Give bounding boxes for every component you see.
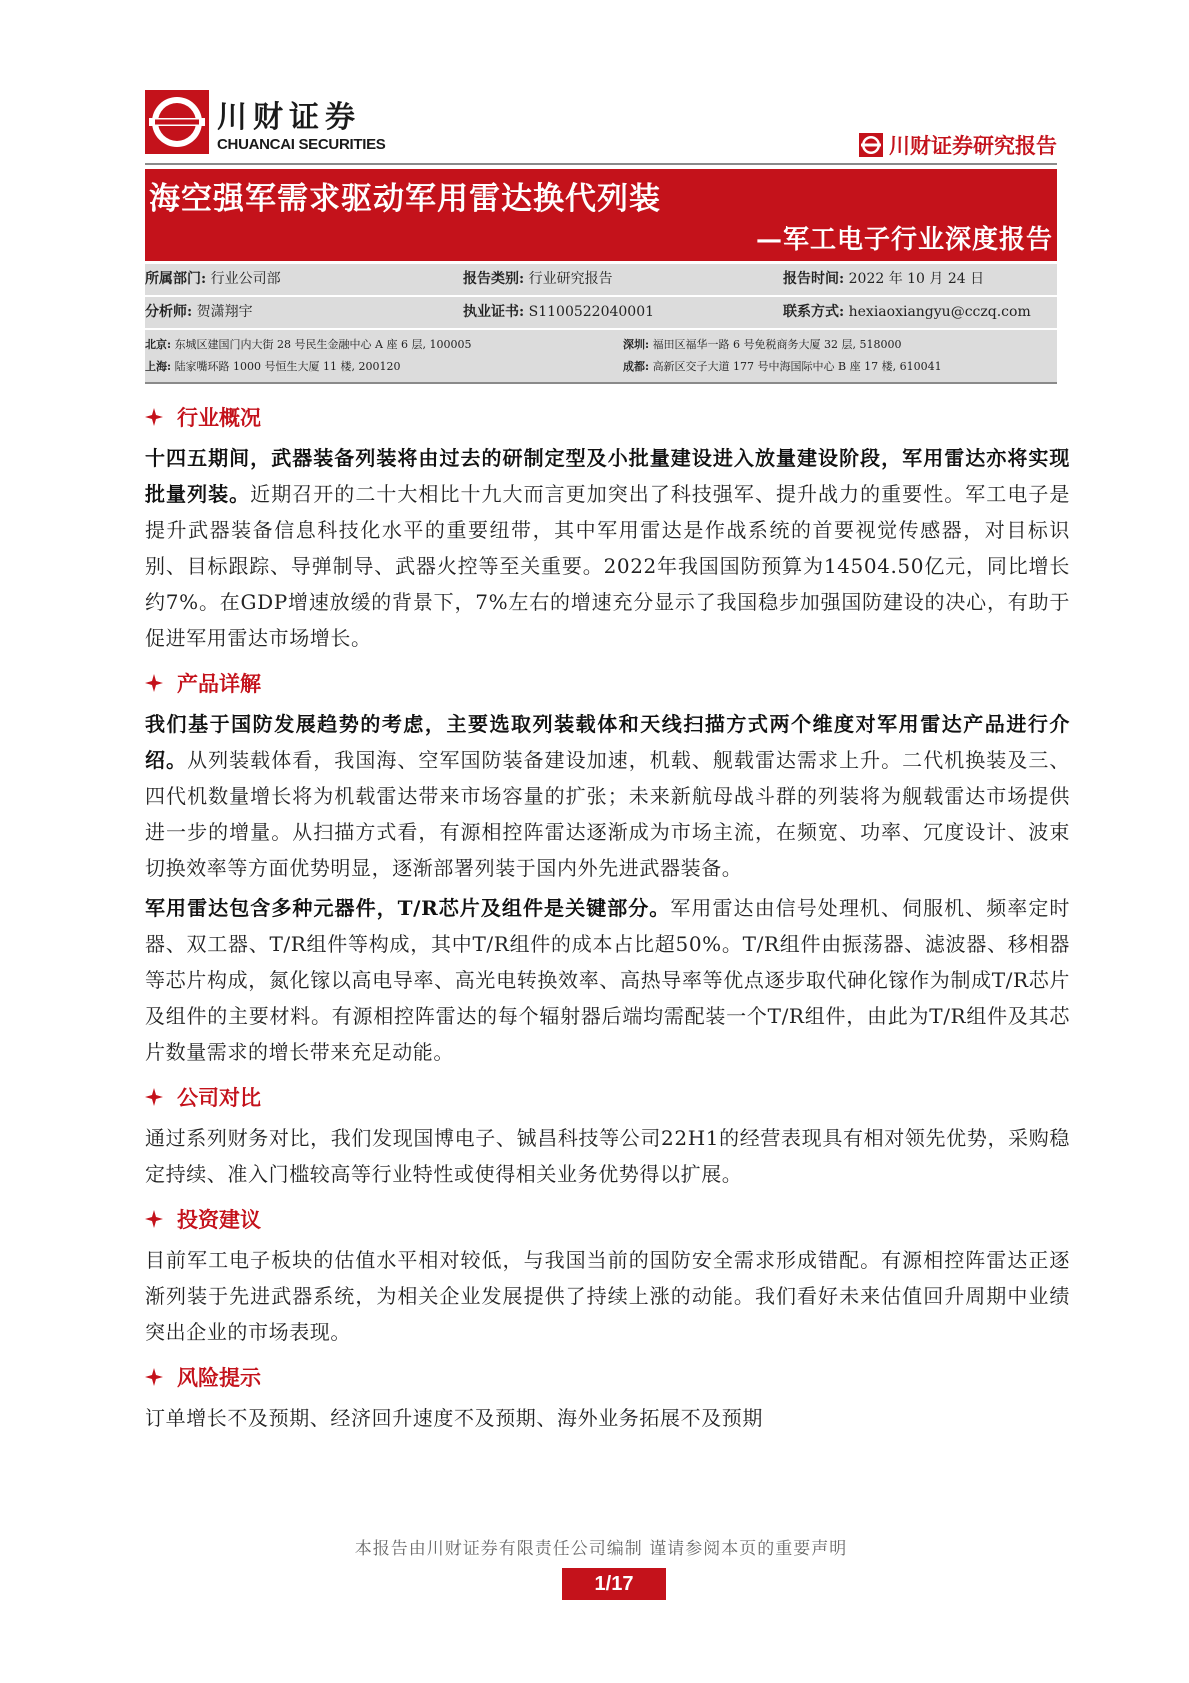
report-body bbox=[145, 400, 1070, 1436]
address-shanghai-label: 上海: bbox=[145, 360, 172, 373]
meta-dept-value: 行业公司部 bbox=[210, 271, 281, 287]
brand-name-cn: 川财证券 bbox=[217, 100, 361, 135]
section-heading-risk bbox=[145, 1360, 1070, 1394]
report-meta bbox=[145, 264, 1057, 384]
meta-date-value: 2022 年 10 月 24 日 bbox=[848, 271, 985, 287]
brand-logo-block bbox=[145, 90, 545, 166]
meta-contact bbox=[783, 297, 1057, 328]
paragraph bbox=[145, 440, 1070, 656]
meta-cert-value: S1100522040001 bbox=[528, 304, 655, 320]
address-chengdu-value: 高新区交子大道 177 号中海国际中心 B 座 17 楼, 610041 bbox=[652, 360, 942, 373]
meta-date bbox=[783, 264, 1057, 295]
section-heading-investment bbox=[145, 1202, 1070, 1236]
address-shenzhen bbox=[623, 334, 1057, 356]
section-heading-industry bbox=[145, 400, 1070, 434]
title-banner bbox=[145, 169, 1057, 261]
address-chengdu bbox=[623, 356, 1057, 378]
header-divider bbox=[145, 163, 1057, 165]
meta-type-label: 报告类别: bbox=[463, 271, 525, 287]
meta-date-label: 报告时间: bbox=[783, 271, 845, 287]
paragraph bbox=[145, 706, 1070, 886]
address-shanghai-value: 陆家嘴环路 1000 号恒生大厦 11 楼, 200120 bbox=[174, 360, 401, 373]
section-title: 投资建议 bbox=[177, 1207, 261, 1232]
report-tag-text: 川财证券研究报告 bbox=[889, 133, 1057, 158]
section-title: 公司对比 bbox=[177, 1085, 261, 1110]
report-subtitle: —军工电子行业深度报告 bbox=[755, 225, 1053, 255]
section-title: 产品详解 bbox=[177, 671, 261, 696]
meta-type-value: 行业研究报告 bbox=[528, 271, 613, 287]
paragraph-lead: 十四五期间，武器装备列装将由过去的研制定型及小批量建设进入放量建设阶段，军用雷达亦将实现批量列装。 bbox=[145, 446, 1070, 506]
diamond-cross-bullet-icon bbox=[145, 1210, 163, 1228]
diamond-cross-bullet-icon bbox=[145, 674, 163, 692]
meta-analyst-label: 分析师: bbox=[145, 304, 193, 320]
meta-cert bbox=[463, 297, 783, 328]
diamond-cross-bullet-icon bbox=[145, 408, 163, 426]
address-shenzhen-value: 福田区福华一路 6 号免税商务大厦 32 层, 518000 bbox=[652, 338, 902, 351]
address-chengdu-label: 成都: bbox=[623, 360, 650, 373]
paragraph: 订单增长不及预期、经济回升速度不及预期、海外业务拓展不及预期 bbox=[145, 1406, 763, 1430]
section-title: 行业概况 bbox=[177, 405, 261, 430]
meta-type bbox=[463, 264, 783, 295]
footer-disclaimer: 本报告由川财证券有限责任公司编制 谨请参阅本页的重要声明 bbox=[354, 1539, 848, 1559]
paragraph-text: 近期召开的二十大相比十九大而言更加突出了科技强军、提升战力的重要性。军工电子是提升武器装备信息科技化水平的重要纽带，其中军用雷达是作战系统的首要视觉传感器，对目标识别、目标跟踪、导弹制导、武器火控等至关重要。2022年我国国防预算为14504.50亿元，同比增长约7%。在GDP增速放缓的背景下，7%左右的增速充分显示了我国稳步加强国防建设的决心，有助于促进军用雷达市场增长。 bbox=[145, 482, 1071, 650]
paragraph-text: 军用雷达由信号处理机、伺服机、频率定时器、双工器、T/R组件等构成，其中T/R组件的成本占比超50%。T/R组件由振荡器、滤波器、移相器等芯片构成，氮化镓以高电导率、高光电转换效率、高热导率等优点逐步取代砷化镓作为制成T/R芯片及组件的主要材料。有源相控阵雷达的每个辐射器后端均需配装一个T/R组件，由此为T/R组件及其芯片数量需求的增长带来充足动能。 bbox=[145, 896, 1070, 1064]
paragraph bbox=[145, 890, 1070, 1070]
meta-dept-label: 所属部门: bbox=[145, 271, 207, 287]
address-beijing-value: 东城区建国门内大街 28 号民生金融中心 A 座 6 层, 100005 bbox=[174, 338, 472, 351]
meta-analyst bbox=[145, 297, 463, 328]
diamond-cross-bullet-icon bbox=[145, 1368, 163, 1386]
meta-analyst-value: 贺潇翔宇 bbox=[196, 304, 253, 320]
address-beijing bbox=[145, 334, 623, 356]
paragraph-text: 从列装载体看，我国海、空军国防装备建设加速，机载、舰载雷达需求上升。二代机换装及三、四代机数量增长将为机载雷达带来市场容量的扩张；未来新航母战斗群的列装将为舰载雷达市场提供进一步的增量。从扫描方式看，有源相控阵雷达逐渐成为市场主流，在频宽、功率、冗度设计、波束切换效率等方面优势明显，逐渐部署列装于国内外先进武器装备。 bbox=[145, 748, 1071, 880]
address-shanghai bbox=[145, 356, 623, 378]
report-title: 海空强军需求驱动军用雷达换代列装 bbox=[149, 181, 661, 217]
paragraph-lead: 军用雷达包含多种元器件，T/R芯片及组件是关键部分。 bbox=[145, 896, 671, 920]
address-beijing-label: 北京: bbox=[145, 338, 172, 351]
meta-contact-label: 联系方式: bbox=[783, 304, 845, 320]
chuancai-logo-icon bbox=[145, 90, 209, 154]
meta-cert-label: 执业证书: bbox=[463, 304, 525, 320]
paragraph: 目前军工电子板块的估值水平相对较低，与我国当前的国防安全需求形成错配。有源相控阵雷达正逐渐列装于先进武器系统，为相关企业发展提供了持续上涨的动能。我们看好未来估值回升周期中业绩突出企业的市场表现。 bbox=[145, 1248, 1070, 1344]
section-heading-product bbox=[145, 666, 1070, 700]
paragraph: 通过系列财务对比，我们发现国博电子、铖昌科技等公司22H1的经营表现具有相对领先优势，采购稳定持续、准入门槛较高等行业特性或使得相关业务优势得以扩展。 bbox=[145, 1126, 1070, 1186]
chuancai-small-logo-icon bbox=[859, 133, 883, 157]
report-tag bbox=[859, 130, 1057, 160]
brand-name-en: CHUANCAI SECURITIES bbox=[217, 136, 386, 153]
meta-contact-value: hexiaoxiangyu@cczq.com bbox=[848, 304, 1031, 320]
address-shenzhen-label: 深圳: bbox=[623, 338, 650, 351]
section-heading-company bbox=[145, 1080, 1070, 1114]
meta-dept bbox=[145, 264, 463, 295]
meta-bottom-rule bbox=[145, 382, 1057, 384]
diamond-cross-bullet-icon bbox=[145, 1088, 163, 1106]
paragraph-lead: 我们基于国防发展趋势的考虑，主要选取列装载体和天线扫描方式两个维度对军用雷达产品进行介绍。 bbox=[145, 712, 1070, 772]
page-number: 1/17 bbox=[562, 1568, 666, 1600]
section-title: 风险提示 bbox=[177, 1365, 261, 1390]
